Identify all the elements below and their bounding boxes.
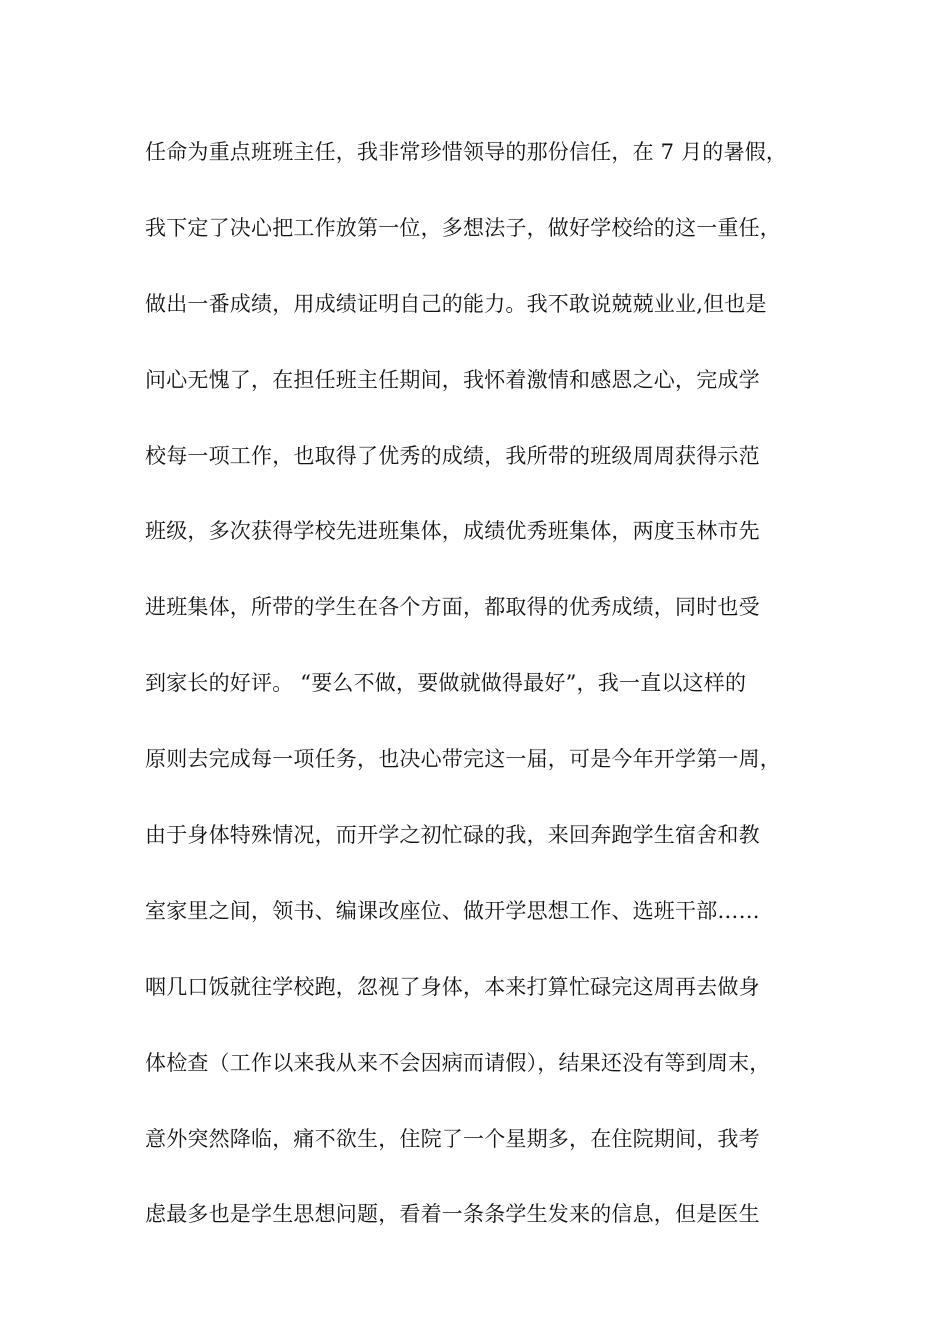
text-line: 体检查（工作以来我从来不会因病而请假），结果还没有等到周末，: [145, 1050, 771, 1075]
text-line: 我下定了决心把工作放第一位，多想法子，做好学校给的这一重任，: [145, 215, 781, 240]
text-line: 进班集体，所带的学生在各个方面，都取得的优秀成绩，同时也受: [145, 595, 760, 620]
text-line: 问心无愧了，在担任班主任期间，我怀着激情和感恩之心，完成学: [145, 367, 760, 392]
text-line: 班级，多次获得学校先进班集体，成绩优秀班集体，两度玉林市先: [145, 519, 760, 544]
text-line: 校每一项工作，也取得了优秀的成绩，我所带的班级周周获得示范: [145, 443, 760, 468]
text-line: 做出一番成绩，用成绩证明自己的能力。我不敢说兢兢业业,但也是: [145, 291, 767, 316]
text-line: 意外突然降临，痛不欲生，住院了一个星期多，在住院期间，我考: [145, 1126, 760, 1151]
text-line: 由于身体特殊情况，而开学之初忙碌的我，来回奔跑学生宿舍和教: [145, 823, 760, 848]
text-line: 任命为重点班班主任，我非常珍惜领导的那份信任，在 7 月的暑假，: [145, 140, 788, 164]
text-line: 室家里之间，领书、编课改座位、做开学思想工作、选班干部……: [145, 898, 760, 923]
text-line: 咽几口饭就往学校跑，忽视了身体，本来打算忙碌完这周再去做身: [145, 974, 760, 999]
text-line: 原则去完成每一项任务，也决心带完这一届，可是今年开学第一周，: [145, 747, 781, 772]
text-line: 到家长的好评。 “要么不做，要做就做得最好”，我一直以这样的: [145, 671, 747, 696]
body-text: [145, 134, 825, 1272]
text-line: 虑最多也是学生思想问题，看着一条条学生发来的信息，但是医生: [145, 1202, 760, 1227]
